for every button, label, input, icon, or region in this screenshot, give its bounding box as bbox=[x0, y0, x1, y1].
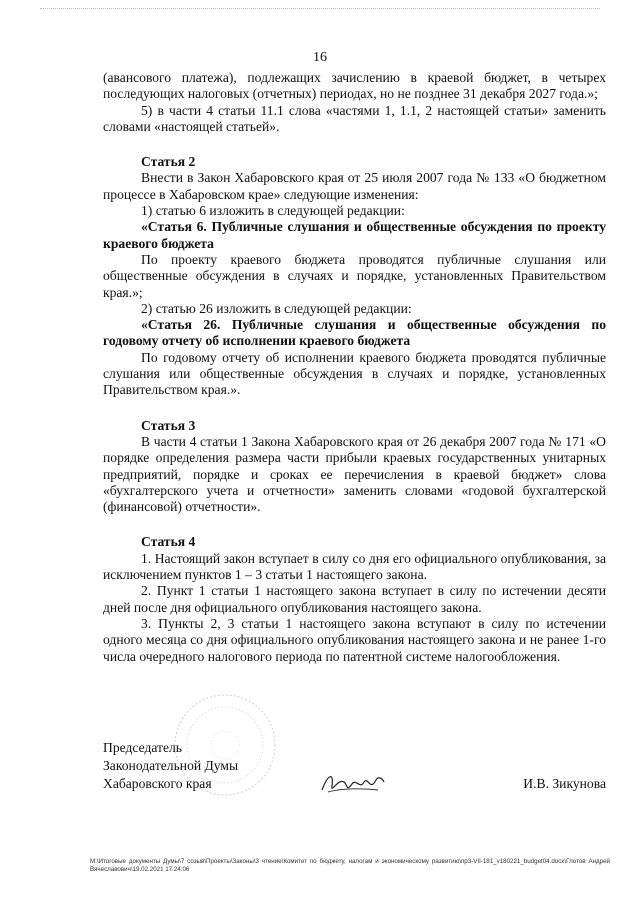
article-4-title: Статья 4 bbox=[141, 534, 196, 550]
file-path-footer: M:\Итоговые документы Думы\7 созыв\Проекты\Законы\3 чтение\Комитет по бюджету, налогам и экономическому развитию\пр3-VII-181_v180221_budget04.docx\Глотов Андрей Вячеславович\19.02.2021 17:24:06 bbox=[90, 858, 610, 873]
article-3-title: Статья 3 bbox=[141, 417, 196, 433]
signatory-name: И.В. Зикунова bbox=[523, 776, 606, 791]
article-4-item-1: 1. Настоящий закон вступает в силу со дня его официального опубликования, за исключением пунктов 1 – 3 статьи 1 настоящего закона. bbox=[103, 550, 606, 583]
article-26-text: По годовому отчету об исполнении краевого бюджета проводятся публичные слушания или общественные обсуждения в случаях и порядке, установленных Правительством края.». bbox=[103, 349, 606, 398]
signature-block bbox=[103, 739, 238, 793]
article-2-intro: Внести в Закон Хабаровского края от 25 июля 2007 года № 133 «О бюджетном процессе в Хабаровском крае» следующие изменения: bbox=[103, 170, 606, 202]
paragraph-item-5: 5) в части 4 статьи 11.1 слова «частями 1, 1.1, 2 настоящей статьи» заменить словами «настоящей статьей». bbox=[103, 102, 606, 134]
page-number: 16 bbox=[313, 50, 327, 65]
paragraph-continuation: (авансового платежа), подлежащих зачислению в краевой бюджет, в четырех последующих налоговых (отчетных) периодах, но не позднее 31 декабря 2027 года.»; bbox=[103, 70, 606, 102]
signature-title-3: Хабаровского края bbox=[103, 776, 212, 791]
signature-title-1: Председатель bbox=[103, 740, 182, 755]
article-2-item-2: 2) статью 26 изложить в следующей редакции: bbox=[141, 300, 412, 316]
handwritten-signature-icon bbox=[318, 768, 388, 798]
article-6-text: По проекту краевого бюджета проводятся публичные слушания или общественные обсуждения в случаях и порядке, установленных Правительством края.»; bbox=[103, 251, 606, 300]
article-3-text: В части 4 статьи 1 Закона Хабаровского края от 26 декабря 2007 года № 171 «О порядке определения размера части прибыли краевых государственных унитарных предприятий, порядке и сроках ее перечисления в краевой бюджет» слова «бухгалтерского учета и отчетности» заменить словами «годовой бухгалтерской (финансовой) отчетности». bbox=[103, 433, 606, 515]
article-26-heading: «Статья 26. Публичные слушания и общественные обсуждения по годовому отчету об исполнении краевого бюджета bbox=[103, 317, 606, 349]
article-6-heading: «Статья 6. Публичные слушания и общественные обсуждения по проекту краевого бюджета bbox=[103, 219, 606, 251]
document-body bbox=[103, 70, 606, 665]
signature-title-2: Законодательной Думы bbox=[103, 758, 239, 773]
article-4-item-3: 3. Пункты 2, 3 статьи 1 настоящего закона вступают в силу по истечении одного месяца со дня официального опубликования настоящего закона и не ранее 1-го числа очередного налогового периода по патентной системе налогообложения. bbox=[103, 615, 606, 664]
article-2-title: Статья 2 bbox=[141, 154, 196, 170]
article-4-item-2: 2. Пункт 1 статьи 1 настоящего закона вступает в силу по истечении десяти дней после дня официального опубликования настоящего закона. bbox=[103, 583, 606, 615]
article-2-item-1: 1) статью 6 изложить в следующей редакции: bbox=[141, 203, 405, 219]
top-dotted-rule bbox=[40, 8, 600, 9]
